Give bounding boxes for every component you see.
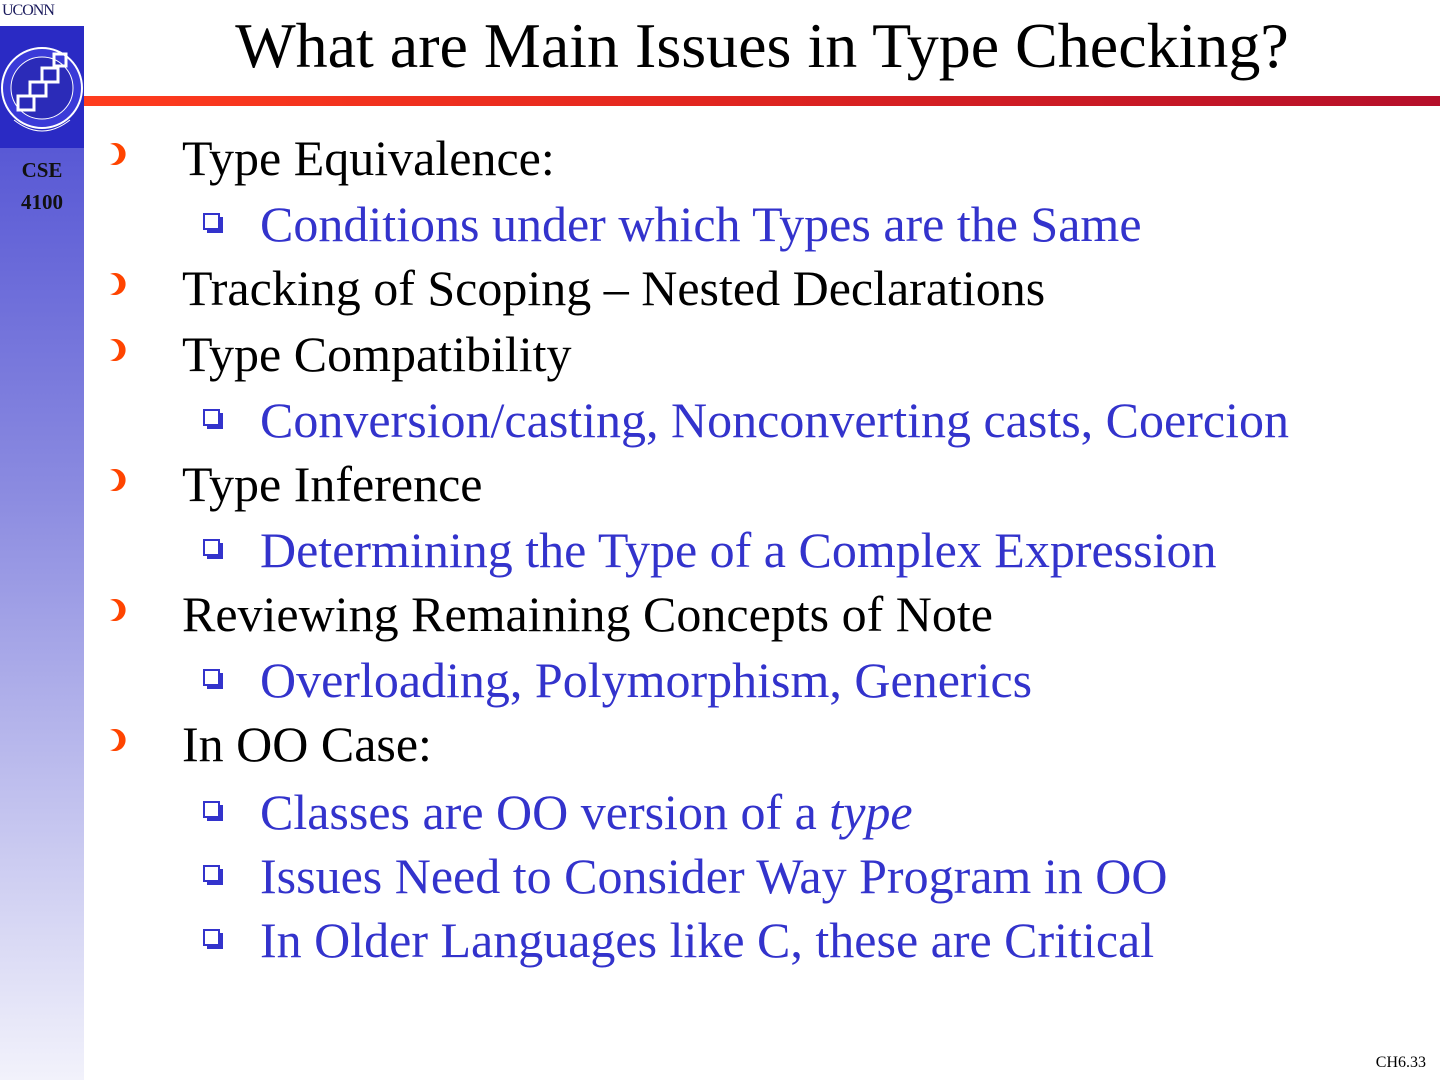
bullet-text: Issues Need to Consider Way Program in OO xyxy=(260,848,1168,904)
bullet-text: Conversion/casting, Nonconverting casts, Coercion xyxy=(260,392,1289,448)
course-label-line1: CSE xyxy=(21,158,63,182)
bullet-text: Reviewing Remaining Concepts of Note xyxy=(182,586,993,642)
uconn-header xyxy=(0,0,84,26)
bullet-text: Classes are OO version of a type xyxy=(260,784,913,840)
square-bullet-icon xyxy=(202,928,224,950)
bullet-text: Determining the Type of a Complex Expression xyxy=(260,522,1217,578)
uconn-logo-text: UCONN xyxy=(2,2,54,19)
crescent-bullet-icon xyxy=(104,141,130,167)
sidebar xyxy=(0,0,84,1080)
square-bullet-icon xyxy=(202,668,224,690)
square-bullet-icon xyxy=(202,408,224,430)
bullet-text: In OO Case: xyxy=(182,716,432,772)
crescent-bullet-icon xyxy=(104,467,130,493)
square-bullet-icon xyxy=(202,864,224,886)
square-bullet-icon xyxy=(202,212,224,234)
bullet-text: Conditions under which Types are the Same xyxy=(260,196,1142,252)
bullet-text: Type Inference xyxy=(182,456,483,512)
bullet-text: Type Equivalence: xyxy=(182,130,555,186)
department-seal-logo xyxy=(0,26,84,148)
crescent-bullet-icon xyxy=(104,727,130,753)
bullet-emphasis: type xyxy=(829,784,913,840)
crescent-bullet-icon xyxy=(104,597,130,623)
slide-title: What are Main Issues in Type Checking? xyxy=(235,10,1289,81)
bullet-text: Tracking of Scoping – Nested Declarations xyxy=(182,260,1046,316)
crescent-bullet-icon xyxy=(104,337,130,363)
square-bullet-icon xyxy=(202,538,224,560)
slide-number: CH6.33 xyxy=(1375,1054,1426,1071)
bullet-text: In Older Languages like C, these are Critical xyxy=(260,912,1155,968)
square-bullet-icon xyxy=(202,800,224,822)
bullet-text: Overloading, Polymorphism, Generics xyxy=(260,652,1033,708)
title-divider xyxy=(84,96,1440,106)
course-label-line2: 4100 xyxy=(21,190,63,214)
bullet-text: Type Compatibility xyxy=(182,326,572,382)
crescent-bullet-icon xyxy=(104,271,130,297)
course-label xyxy=(0,154,84,218)
